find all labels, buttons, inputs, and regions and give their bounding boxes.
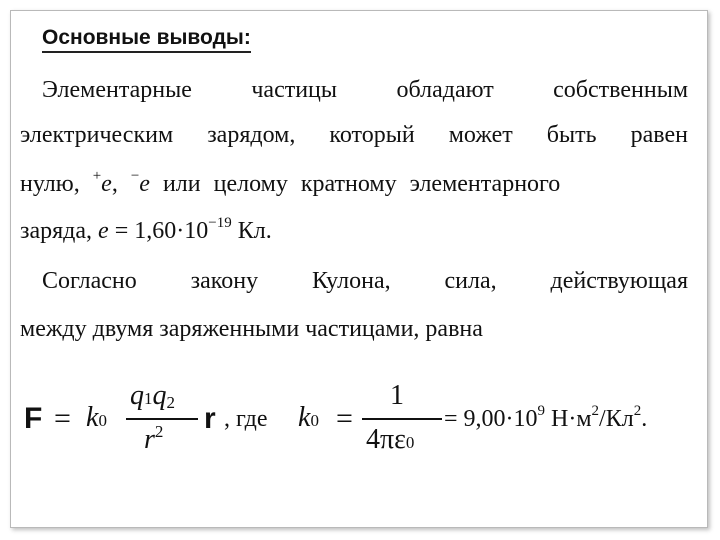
q2-letter: q [152,380,167,411]
text: или целому кратному элементарного [149,171,561,197]
value-exponent: 9 [537,403,546,419]
value-text: = 9,00·10 [444,406,538,432]
k-letter: k [298,402,311,433]
text: , [111,171,131,197]
epsilon-subscript: 0 [405,433,415,452]
text: заряда, [20,218,99,244]
slide-heading: Основные выводы: [42,26,251,53]
constant-value [444,403,648,433]
paragraph-1-line-1: Элементарные частицы обладают собственным [42,77,688,103]
exponent: −19 [208,215,232,231]
q1-subscript: 1 [144,389,153,408]
unit: Кл. [231,218,272,244]
coulomb-formula [24,378,704,478]
charge-symbol: e [101,171,112,197]
denominator-4-pi-eps [366,424,414,456]
paragraph-1-line-3 [20,169,688,199]
charge-symbol: e [139,171,150,197]
minus-sign: − [130,168,140,184]
units-text: Н·м [545,406,592,432]
paragraph-2-line-1: Согласно закону Кулона, сила, действующая [42,268,688,294]
paragraph-1-line-2: электрическим зарядом, который может быть равен [20,122,688,148]
numerator [130,380,175,413]
numerator-one: 1 [390,380,404,411]
fraction-bar-2 [362,418,442,420]
where-text: , где [224,406,268,432]
period: . [641,406,648,432]
k-subscript: 0 [98,411,107,430]
r-letter: r [144,424,155,455]
q2-subscript: 2 [166,393,175,412]
paragraph-2-line-2: между двумя заряженными частицами, равна [20,316,483,342]
denominator [144,424,163,456]
equals-sign-2: = [336,402,353,435]
units-exponent: 2 [591,403,600,419]
four-pi-epsilon: 4πε [366,424,406,455]
constant-k0 [298,402,319,434]
unit-vector-r: r [204,402,216,435]
paragraph-1-line-4 [20,216,688,246]
k-letter: k [86,402,99,433]
fraction-bar [126,418,198,420]
k-subscript: 0 [310,411,319,430]
charge-symbol: e [98,218,109,244]
equals-sign: = [54,402,71,435]
constant-k [86,402,107,434]
charge-value: = 1,60·10 [108,218,209,244]
text: нулю, [20,171,93,197]
units-tail-exponent: 2 [633,403,642,419]
plus-sign: + [92,168,102,184]
q1-letter: q [130,380,144,411]
units-tail: /Кл [599,406,634,432]
force-symbol: F [24,402,43,435]
r-exponent: 2 [154,422,164,441]
